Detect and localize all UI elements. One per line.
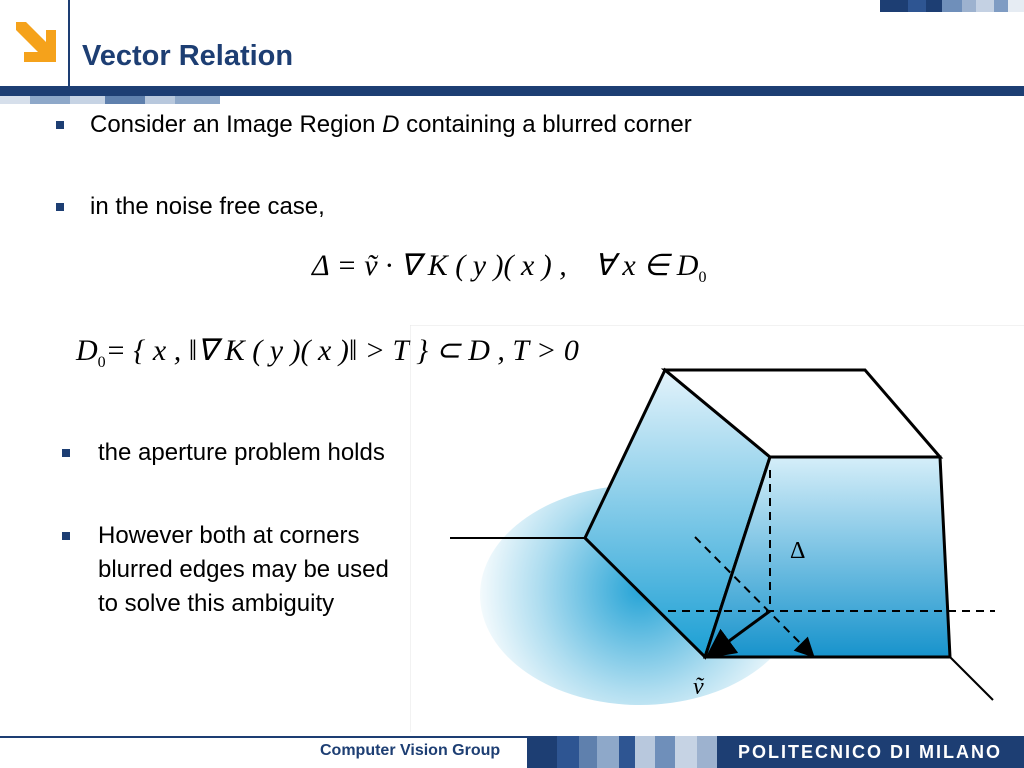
edge-line (950, 657, 993, 700)
header-divider (68, 0, 70, 90)
eq2-lhs: D (76, 334, 98, 367)
header-light-strip (0, 96, 1024, 104)
bullet-2: in the noise free case, (90, 193, 325, 220)
eq2-sub: 0 (97, 354, 106, 371)
eq1-sub: 0 (698, 269, 707, 286)
page-title: Vector Relation (82, 40, 294, 72)
eq1-arg: ( y )( x ) , (455, 249, 567, 282)
footer-group: Computer Vision Group (320, 742, 501, 759)
bullet-marker (56, 203, 64, 211)
equation-1 (312, 248, 706, 287)
bullet-marker (56, 121, 64, 129)
bullet-4-line2: blurred edges may be used (98, 556, 389, 583)
bullet-1 (90, 108, 692, 142)
bullet-1-post: containing a blurred corner (399, 111, 692, 138)
bullet-3: the aperture problem holds (98, 439, 385, 466)
bullet-4-line1: However both at corners (98, 522, 360, 549)
eq1-lhs: Δ = ṽ · ∇ K (312, 249, 448, 282)
bullet-1-pre: Consider an Image Region (90, 111, 383, 138)
bullet-4-line3: to solve this ambiguity (98, 590, 335, 617)
footer-institution: POLITECNICO DI MILANO (738, 742, 1002, 762)
bullet-4 (98, 519, 389, 621)
eq1-forall: ∀ x ∈ D (594, 249, 699, 282)
delta-label: Δ (790, 538, 806, 564)
eq2-body: = { x , ‖∇ K ( y )( x )‖ > T } ⊂ D , T > 0 (105, 334, 579, 367)
blurred-corner-figure (410, 325, 1024, 735)
footer-color-strip (527, 736, 717, 768)
bullet-marker (62, 449, 70, 457)
v-label: ṽ (693, 674, 704, 700)
bullet-marker (62, 532, 70, 540)
bullet-1-region: D (382, 111, 400, 138)
arrow-logo-icon (12, 18, 60, 66)
header-color-strip (880, 0, 1024, 12)
header-bar (0, 86, 1024, 96)
